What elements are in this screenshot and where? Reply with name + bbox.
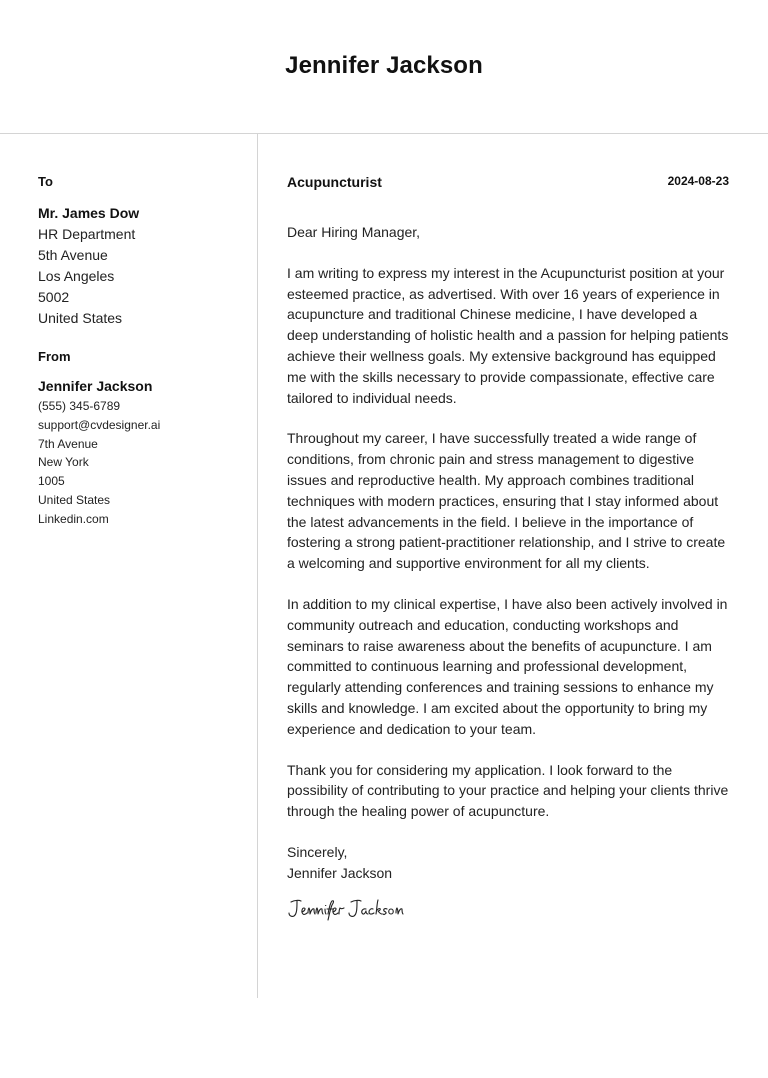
sender-city: New York [38, 455, 89, 470]
letter-paragraph: Throughout my career, I have successfully treated a wide range of conditions, from chronic pain and stress management to digestive issues and reproductive health. My approach combines traditional techniques with modern practices, ensuring that I stay informed about the latest advancements in the field. I believe in the importance of fostering a strong patient-practitioner relationship, and I strive to create a welcoming and supportive environment for all my clients. [287, 430, 726, 572]
letter-paragraph: I am writing to express my interest in the Acupuncturist position at your esteemed practice, as advertised. With over 16 years of experience in acupuncture and traditional Chinese medicine, I have developed a deep understanding of holistic health and a passion for helping patients achieve their wellness goals. My extensive background has equipped me with the skills necessary to provide compassionate, effective care tailored to individual needs. [287, 264, 729, 406]
closing: Sincerely, [287, 843, 348, 860]
letter-meta [287, 172, 731, 192]
letter-paragraph: Thank you for considering my application. I look forward to the possibility of contributing to your practice and helping your clients thrive through the healing power of acupuncture. [287, 761, 729, 820]
sender-heading: From [38, 349, 71, 364]
recipient-street: 5th Avenue [38, 247, 108, 263]
letter-paragraph: In addition to my clinical expertise, I have also been actively involved in community outreach and education, conducting workshops and seminars to raise awareness about the benefits of acupuncture. I am committed to continuous learning and professional development, regularly attending conferences and training sessions to enhance my skills and knowledge. I am excited about the opportunity to bring my experience and dedication to your team. [287, 595, 728, 737]
sender-name: Jennifer Jackson [38, 378, 153, 394]
sender-email: support@cvdesigner.ai [38, 417, 161, 432]
recipient-city: Los Angeles [38, 268, 115, 284]
recipient-name: Mr. James Dow [38, 205, 140, 221]
sender-linkedin: Linkedin.com [38, 511, 109, 526]
column-divider [257, 134, 258, 998]
sender-street: 7th Avenue [38, 436, 98, 451]
recipient-postcode: 5002 [38, 289, 70, 305]
recipient-country: United States [38, 310, 123, 326]
sidebar [38, 172, 243, 529]
letter-body [287, 172, 731, 931]
letter-date: 2024-08-23 [667, 174, 729, 188]
sender-postcode: 1005 [38, 474, 65, 489]
recipient-heading: To [38, 174, 53, 189]
sender-country: United States [38, 492, 111, 507]
page-title: Jennifer Jackson [285, 52, 483, 79]
signature [287, 894, 427, 926]
salutation: Dear Hiring Manager, [287, 224, 421, 240]
page-header [0, 0, 768, 134]
recipient-department: HR Department [38, 226, 136, 242]
job-title: Acupuncturist [287, 174, 382, 190]
sender-phone: (555) 345-6789 [38, 399, 121, 413]
closing-name: Jennifer Jackson [287, 864, 393, 881]
